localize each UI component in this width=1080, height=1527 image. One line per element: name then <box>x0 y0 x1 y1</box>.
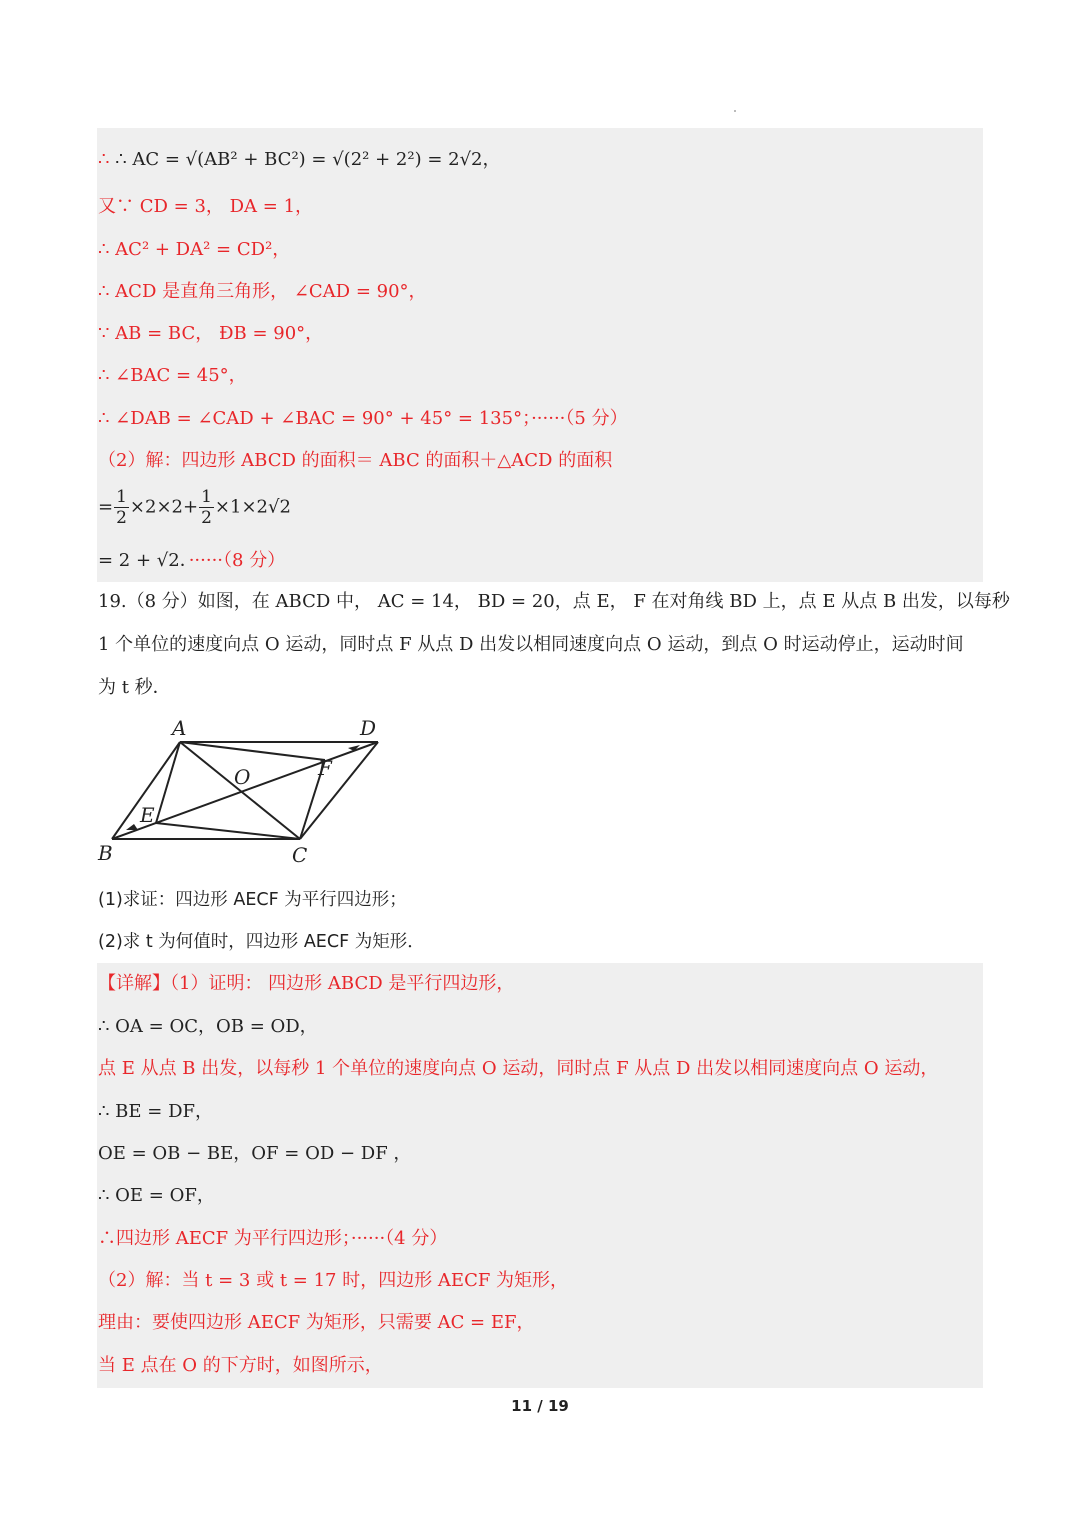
line-pythagoras: ∴ AC² + DA² = CD²， <box>98 239 291 260</box>
line-ac-length: ∴ ∴ AC = √(AB² + BC²) = √(2² + 2²) = 2√2， <box>98 149 501 170</box>
detail-line-oe-of-def: OE = OB − BE，OF = OD − DF ， <box>98 1143 412 1164</box>
diagonal-ac <box>180 742 300 839</box>
line-ab-eq-bc: ∵ AB = BC， ÐB = 90°， <box>98 323 324 344</box>
fraction-half-2: $\frac{1}{2}$ <box>201 487 212 528</box>
line-angle-dab: ∴ ∠DAB = ∠CAD + ∠BAC = 90° + 45° = 135°；······（5 分） <box>98 408 628 429</box>
line-area-expression <box>98 487 291 528</box>
line-given-cd-da: 又∵ CD = 3， DA = 1， <box>98 196 314 217</box>
line-angle-bac: ∴ ∠BAC = 45°， <box>98 365 247 386</box>
question-19-line2: 1 个单位的速度向点 O 运动，同时点 F 从点 D 出发以相同速度向点 O 运动，到点 O 时运动停止，运动时间 <box>98 634 964 655</box>
question-19-line1: 19.（8 分）如图，在 ABCD 中， AC = 14， BD = 20，点 E， F 在对角线 BD 上，点 E 从点 B 出发，以每秒 <box>98 591 1010 612</box>
area-suffix: ×1×2√2 <box>214 496 291 518</box>
area-prefix: = <box>98 496 114 518</box>
segment-ec <box>156 823 300 839</box>
fraction-half-1: $\frac{1}{2}$ <box>116 487 127 528</box>
detail-line-oa-oc: ∴ OA = OC，OB = OD， <box>98 1016 318 1037</box>
label-a: A <box>172 716 187 740</box>
detail-line-be-df: ∴ BE = DF， <box>98 1101 213 1122</box>
label-d: D <box>360 716 377 740</box>
line-part2-area: （2）解：四边形 ABCD 的面积＝ ABC 的面积＋△ACD 的面积 <box>98 450 613 471</box>
label-b: B <box>98 841 113 865</box>
detail-line-part2-answer: （2）解：当 t = 3 或 t = 17 时，四边形 AECF 为矩形， <box>98 1270 569 1291</box>
arrow-from-b <box>126 824 138 830</box>
detail-header: 【详解】（1）证明： 四边形 ABCD 是平行四边形， <box>98 973 515 994</box>
label-o: O <box>234 765 251 789</box>
question-19-line3: 为 t 秒． <box>98 677 171 698</box>
detail-line-oe-eq-of: ∴ OE = OF， <box>98 1185 215 1206</box>
label-e: E <box>140 803 155 827</box>
area-middle: ×2×2+ <box>129 496 199 518</box>
detail-line-motion: 点 E 从点 B 出发，以每秒 1 个单位的速度向点 O 运动，同时点 F 从点 D 出发以相同速度向点 O 运动， <box>98 1058 939 1079</box>
subquestion-1: (1)求证：四边形 AECF 为平行四边形； <box>98 890 407 910</box>
detail-line-e-below-o: 当 E 点在 O 的下方时，如图所示， <box>98 1355 383 1376</box>
line-right-triangle: ∴ ACD 是直角三角形， ∠CAD = 90°， <box>98 281 427 302</box>
label-f: F <box>318 756 332 780</box>
label-c: C <box>292 843 308 867</box>
detail-line-reason: 理由：要使四边形 AECF 为矩形，只需要 AC = EF， <box>98 1312 535 1333</box>
detail-line-parallelogram: ∴四边形 AECF 为平行四边形；······（4 分） <box>98 1228 448 1249</box>
parallelogram-figure <box>96 712 396 872</box>
segment-af <box>180 742 325 760</box>
scan-dot <box>734 110 736 112</box>
subquestion-2: (2)求 t 为何值时，四边形 AECF 为矩形． <box>98 932 425 952</box>
line-area-result: = 2 + √2．······（8 分） <box>98 550 286 571</box>
segment-ae <box>156 742 180 823</box>
page-number: 11 / 19 <box>511 1397 569 1415</box>
